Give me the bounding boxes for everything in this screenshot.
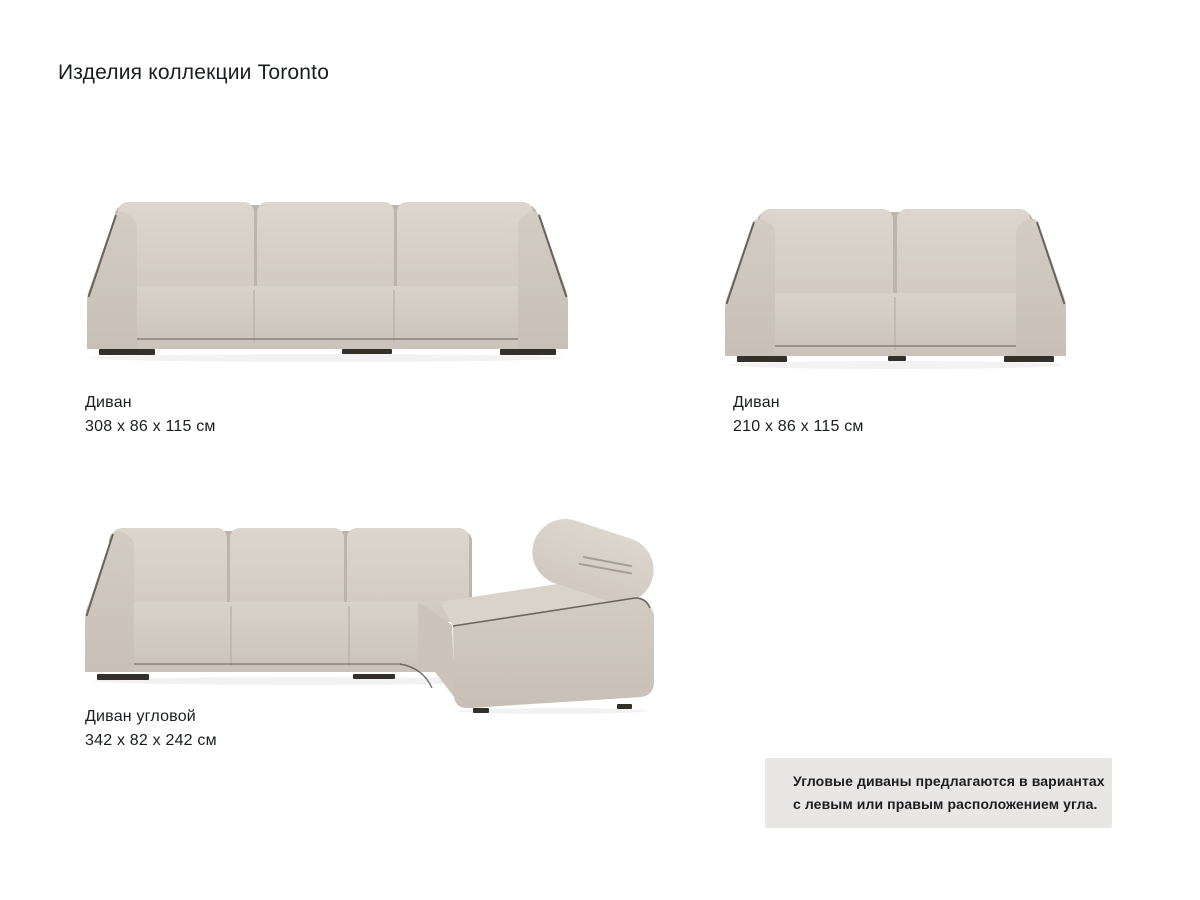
product-image-sofa-3seat [85, 197, 570, 363]
sofa-2seat-illustration [723, 204, 1068, 370]
product-dimensions: 342 x 82 x 242 см [85, 732, 217, 749]
product-image-sofa-corner [83, 518, 663, 714]
product-dimensions: 308 x 86 x 115 см [85, 418, 216, 435]
product-dimensions: 210 x 86 x 115 см [733, 418, 864, 435]
product-caption [733, 391, 864, 439]
note-line-2: с левым или правым расположением угла. [793, 796, 1098, 812]
product-image-sofa-2seat [723, 204, 1068, 370]
product-name: Диван [733, 394, 780, 411]
note-line-1: Угловые диваны предлагаются в вариантах [793, 773, 1105, 789]
sofa-3seat-illustration [85, 197, 570, 363]
product-name: Диван угловой [85, 708, 196, 725]
product-name: Диван [85, 394, 132, 411]
product-caption [85, 391, 216, 439]
product-caption [85, 705, 217, 753]
corner-sofa-note [765, 758, 1112, 828]
sofa-corner-illustration [83, 518, 663, 714]
page-title: Изделия коллекции Toronto [58, 61, 330, 85]
